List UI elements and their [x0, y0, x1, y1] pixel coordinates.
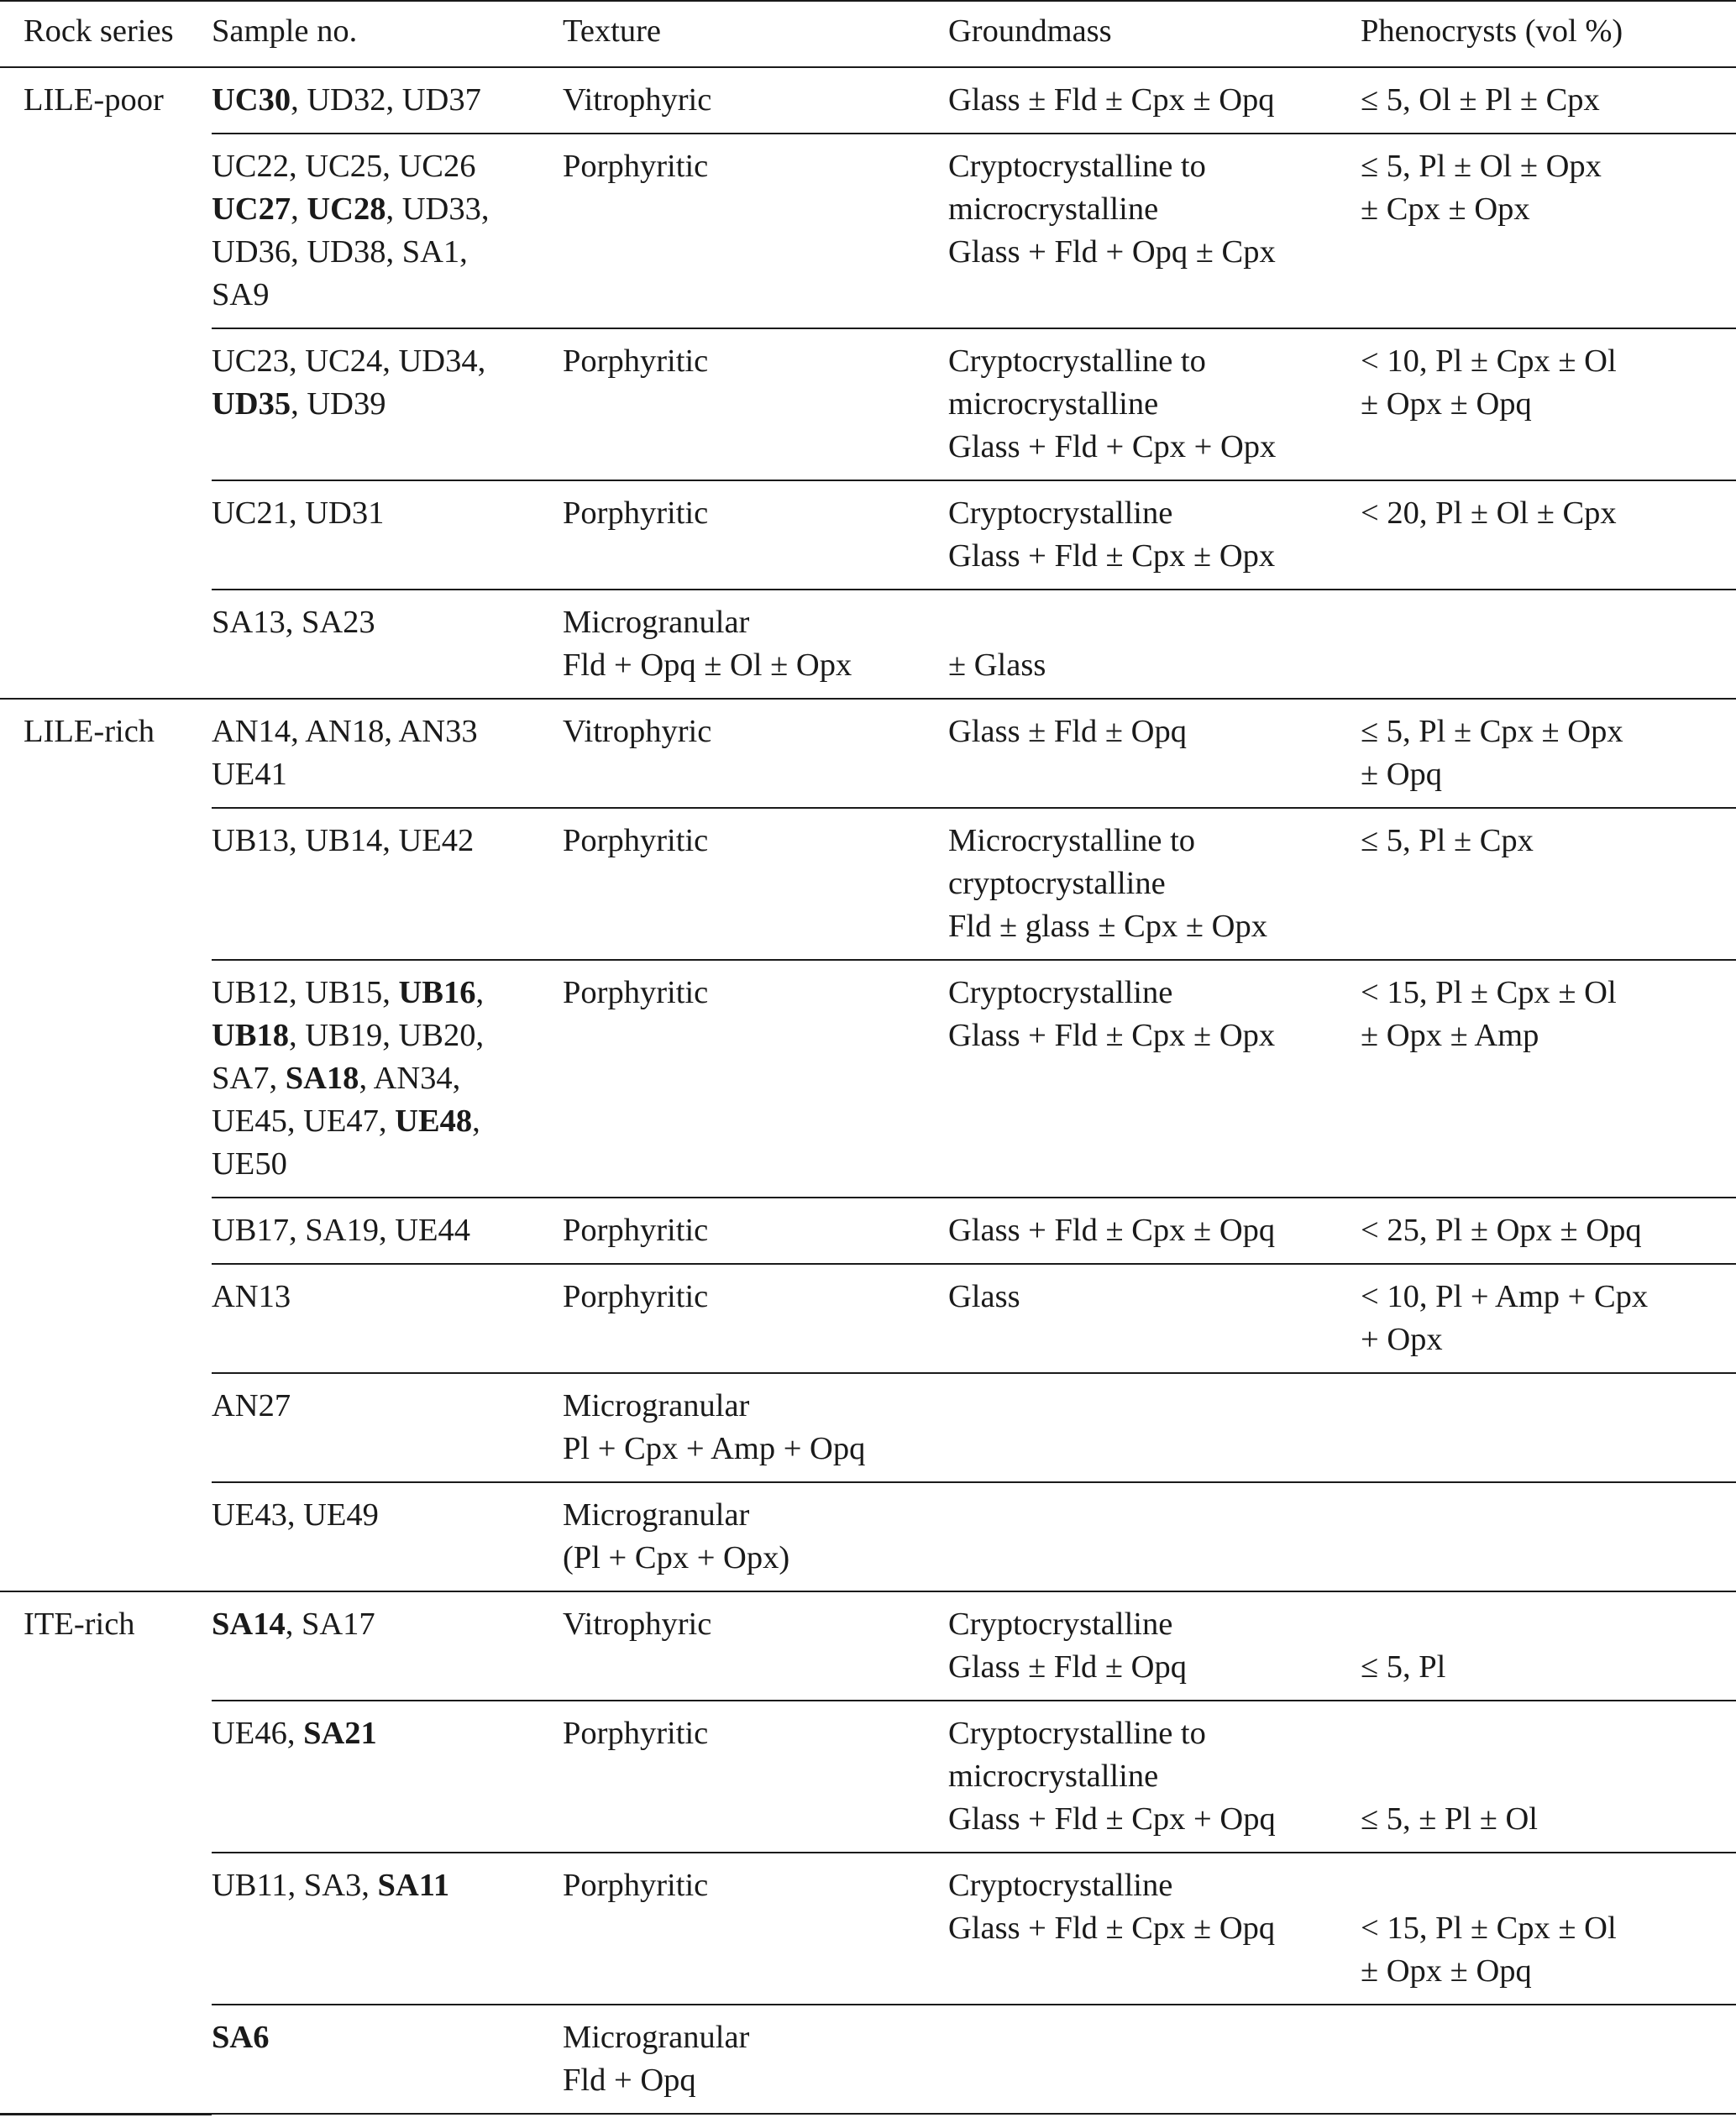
groundmass-line: Cryptocrystalline — [948, 495, 1173, 531]
phenocrysts-line: ± Opx ± Opq — [1361, 386, 1532, 422]
texture-cell — [563, 1264, 948, 1373]
groundmass-line: Cryptocrystalline — [948, 1868, 1173, 1903]
rock-series-cell — [0, 1591, 212, 2114]
texture-cell — [563, 328, 948, 480]
phenocrysts-cell — [1361, 808, 1736, 960]
sample-line — [212, 753, 556, 796]
sample-line — [212, 492, 556, 535]
texture-line: Porphyritic — [563, 495, 709, 531]
groundmass-cell — [948, 699, 1361, 808]
texture-cell — [563, 1482, 948, 1591]
groundmass-cell — [948, 1482, 1361, 1591]
sample-id-text: UC21, UD31 — [212, 495, 385, 531]
groundmass-line: microcrystalline — [948, 386, 1159, 422]
sample-id-text: SA9 — [212, 277, 270, 312]
sample-id-bold: SA14 — [212, 1607, 286, 1642]
groundmass-cell — [948, 1264, 1361, 1373]
phenocrysts-cell — [1361, 1482, 1736, 1591]
sample-line — [212, 1494, 556, 1537]
phenocrysts-line: < 25, Pl ± Opx ± Opq — [1361, 1213, 1642, 1248]
sample-id-text: , UD32, UD37 — [291, 82, 481, 118]
sample-line — [212, 1603, 556, 1646]
sample-id-bold: UB18 — [212, 1018, 289, 1053]
rock-series-cell — [0, 67, 212, 699]
phenocrysts-line: ± Cpx ± Opx — [1361, 191, 1530, 227]
texture-line: Porphyritic — [563, 823, 709, 858]
table-body — [0, 67, 1736, 2114]
texture-line: Vitrophyric — [563, 1607, 712, 1642]
header-sample-no: Sample no. — [212, 1, 563, 67]
phenocrysts-line — [1361, 1712, 1729, 1755]
sample-id-text: UE45, UE47, — [212, 1103, 396, 1139]
groundmass-line: Glass + Fld + Cpx + Opx — [948, 429, 1277, 464]
sample-id-text: , AN34, — [359, 1061, 461, 1096]
sample-no-cell — [212, 328, 563, 480]
texture-line: Microgranular — [563, 2020, 750, 2055]
table-row — [0, 1853, 1736, 2005]
sample-id-bold: UD35 — [212, 386, 291, 422]
sample-line — [212, 1385, 556, 1428]
phenocrysts-line: + Opx — [1361, 1322, 1443, 1357]
phenocrysts-line — [1361, 1755, 1729, 1798]
sample-line — [212, 79, 556, 122]
phenocrysts-cell — [1361, 1373, 1736, 1482]
groundmass-cell — [948, 1591, 1361, 1701]
table-row — [0, 1591, 1736, 1701]
sample-line — [212, 1100, 556, 1143]
groundmass-cell — [948, 67, 1361, 134]
texture-line: Vitrophyric — [563, 82, 712, 118]
groundmass-line: cryptocrystalline — [948, 866, 1166, 901]
sample-id-text: AN14, AN18, AN33 — [212, 714, 478, 749]
phenocrysts-line: ≤ 5, Pl ± Ol ± Opx — [1361, 149, 1602, 184]
table-row — [0, 1373, 1736, 1482]
sample-id-text: UE41 — [212, 757, 287, 792]
groundmass-line: Glass — [948, 1279, 1020, 1314]
sample-no-cell — [212, 1198, 563, 1264]
texture-cell — [563, 1701, 948, 1853]
texture-line: Porphyritic — [563, 1279, 709, 1314]
texture-line: Microgranular — [563, 1497, 750, 1533]
sample-line — [212, 1276, 556, 1318]
groundmass-cell — [948, 328, 1361, 480]
sample-line — [212, 972, 556, 1014]
sample-no-cell — [212, 1591, 563, 1701]
sample-id-bold: UC27 — [212, 191, 291, 227]
groundmass-line: Cryptocrystalline — [948, 1607, 1173, 1642]
groundmass-line: Glass + Fld ± Cpx + Opq — [948, 1801, 1276, 1837]
header-row — [0, 1, 1736, 67]
sample-no-cell — [212, 134, 563, 328]
sample-line — [212, 2016, 556, 2059]
sample-id-text: AN13 — [212, 1279, 291, 1314]
sample-no-cell — [212, 590, 563, 699]
sample-id-text: UE46, — [212, 1716, 304, 1751]
sample-no-cell — [212, 1482, 563, 1591]
sample-id-text: , — [475, 975, 485, 1010]
sample-id-text: UE50 — [212, 1146, 287, 1182]
texture-cell — [563, 67, 948, 134]
sample-no-cell — [212, 1373, 563, 1482]
sample-line — [212, 1209, 556, 1252]
sample-id-bold: SA6 — [212, 2020, 270, 2055]
texture-cell — [563, 1373, 948, 1482]
sample-id-bold: UC28 — [307, 191, 386, 227]
table-row — [0, 1264, 1736, 1373]
texture-line: Pl + Cpx + Amp + Opq — [563, 1431, 866, 1466]
table-row — [0, 699, 1736, 808]
sample-line — [212, 231, 556, 274]
phenocrysts-line: < 10, Pl ± Cpx ± Ol — [1361, 343, 1617, 379]
texture-line: Microgranular — [563, 605, 750, 640]
phenocrysts-line: ± Opx ± Opq — [1361, 1953, 1532, 1989]
texture-cell — [563, 1591, 948, 1701]
texture-line: Porphyritic — [563, 343, 709, 379]
table-row — [0, 480, 1736, 590]
phenocrysts-line: ≤ 5, Pl ± Cpx — [1361, 823, 1534, 858]
texture-cell — [563, 2005, 948, 2114]
groundmass-line: Glass ± Fld ± Opq — [948, 1649, 1187, 1685]
sample-line — [212, 274, 556, 317]
sample-id-text: UE43, UE49 — [212, 1497, 379, 1533]
sample-id-bold: UE48 — [395, 1103, 473, 1139]
phenocrysts-cell — [1361, 2005, 1736, 2114]
sample-id-text: , — [291, 191, 307, 227]
sample-id-bold: UB16 — [398, 975, 476, 1010]
phenocrysts-cell — [1361, 67, 1736, 134]
sample-line — [212, 1014, 556, 1057]
phenocrysts-line: ≤ 5, Pl — [1361, 1649, 1446, 1685]
sample-id-text: UC23, UC24, UD34, — [212, 343, 486, 379]
header-texture: Texture — [563, 1, 948, 67]
texture-line: Vitrophyric — [563, 714, 712, 749]
phenocrysts-cell — [1361, 1198, 1736, 1264]
texture-cell — [563, 1198, 948, 1264]
groundmass-line: Glass + Fld ± Cpx ± Opx — [948, 538, 1276, 574]
texture-line: Fld + Opq — [563, 2063, 696, 2098]
header-groundmass: Groundmass — [948, 1, 1361, 67]
groundmass-line: Glass ± Fld ± Cpx ± Opq — [948, 82, 1275, 118]
rock-series-label: ITE-rich — [24, 1607, 135, 1642]
sample-no-cell — [212, 67, 563, 134]
groundmass-line: Glass + Fld ± Cpx ± Opx — [948, 1018, 1276, 1053]
table-row — [0, 590, 1736, 699]
sample-id-bold: UC30 — [212, 82, 291, 118]
texture-cell — [563, 1853, 948, 2005]
header-rock-series: Rock series — [0, 1, 212, 67]
sample-id-text: , UB19, UB20, — [288, 1018, 485, 1053]
rock-series-label: LILE-poor — [24, 82, 164, 118]
table-row — [0, 328, 1736, 480]
groundmass-line: Glass + Fld ± Cpx ± Opq — [948, 1911, 1276, 1946]
table-row — [0, 1482, 1736, 1591]
table-row — [0, 1701, 1736, 1853]
sample-id-bold: SA11 — [377, 1868, 450, 1903]
phenocrysts-line: ≤ 5, Ol ± Pl ± Cpx — [1361, 82, 1600, 118]
groundmass-line: Cryptocrystalline to — [948, 149, 1206, 184]
texture-line: Porphyritic — [563, 149, 709, 184]
texture-line: Porphyritic — [563, 975, 709, 1010]
sample-id-text: , — [472, 1103, 480, 1139]
groundmass-cell — [948, 808, 1361, 960]
phenocrysts-cell — [1361, 1701, 1736, 1853]
groundmass-line: Cryptocrystalline — [948, 975, 1173, 1010]
table-row — [0, 134, 1736, 328]
sample-id-text: UB17, SA19, UE44 — [212, 1213, 471, 1248]
sample-id-text: UC22, UC25, UC26 — [212, 149, 476, 184]
sample-no-cell — [212, 808, 563, 960]
groundmass-line: microcrystalline — [948, 1759, 1159, 1794]
groundmass-line: microcrystalline — [948, 191, 1159, 227]
sample-id-text: SA7, — [212, 1061, 286, 1096]
sample-no-cell — [212, 480, 563, 590]
groundmass-cell — [948, 960, 1361, 1198]
rock-series-cell — [0, 699, 212, 1591]
sample-line — [212, 188, 556, 231]
table-row — [0, 960, 1736, 1198]
sample-line — [212, 1143, 556, 1186]
texture-cell — [563, 590, 948, 699]
phenocrysts-line: < 15, Pl ± Cpx ± Ol — [1361, 975, 1617, 1010]
sample-line — [212, 710, 556, 753]
phenocrysts-cell — [1361, 480, 1736, 590]
phenocrysts-cell — [1361, 328, 1736, 480]
groundmass-cell — [948, 1853, 1361, 2005]
phenocrysts-cell — [1361, 590, 1736, 699]
phenocrysts-line: < 10, Pl + Amp + Cpx — [1361, 1279, 1649, 1314]
texture-line: Porphyritic — [563, 1868, 709, 1903]
sample-id-text: UB12, UB15, — [212, 975, 399, 1010]
texture-cell — [563, 480, 948, 590]
texture-cell — [563, 960, 948, 1198]
phenocrysts-cell — [1361, 1591, 1736, 1701]
sample-line — [212, 1864, 556, 1907]
sample-line — [212, 601, 556, 644]
groundmass-line: Cryptocrystalline to — [948, 1716, 1206, 1751]
phenocrysts-line: ± Opq — [1361, 757, 1443, 792]
phenocrysts-cell — [1361, 699, 1736, 808]
sample-line — [212, 1057, 556, 1100]
texture-line: Microgranular — [563, 1388, 750, 1423]
table-row — [0, 2005, 1736, 2114]
rock-series-label: LILE-rich — [24, 714, 155, 749]
phenocrysts-line: ≤ 5, ± Pl ± Ol — [1361, 1801, 1538, 1837]
sample-id-bold: SA18 — [285, 1061, 359, 1096]
sample-id-text: , SA17 — [285, 1607, 375, 1642]
phenocrysts-cell — [1361, 1264, 1736, 1373]
sample-no-cell — [212, 2005, 563, 2114]
groundmass-line: ± Glass — [948, 647, 1046, 683]
sample-id-bold: SA21 — [303, 1716, 377, 1751]
groundmass-line: Glass + Fld ± Cpx ± Opq — [948, 1213, 1276, 1248]
phenocrysts-line — [1361, 1864, 1729, 1907]
groundmass-cell — [948, 2005, 1361, 2114]
phenocrysts-line — [1361, 1603, 1729, 1646]
table-header — [0, 1, 1736, 67]
sample-id-text: UB11, SA3, — [212, 1868, 378, 1903]
sample-id-text: AN27 — [212, 1388, 291, 1423]
table-row — [0, 1198, 1736, 1264]
sample-line — [212, 145, 556, 188]
sample-line — [212, 820, 556, 862]
header-phenocrysts: Phenocrysts (vol %) — [1361, 1, 1736, 67]
groundmass-cell — [948, 480, 1361, 590]
texture-cell — [563, 699, 948, 808]
texture-line: Porphyritic — [563, 1213, 709, 1248]
sample-id-text: UD36, UD38, SA1, — [212, 234, 468, 270]
texture-line: Porphyritic — [563, 1716, 709, 1751]
texture-cell — [563, 134, 948, 328]
sample-id-text: , UD33, — [385, 191, 490, 227]
groundmass-line: Glass ± Fld ± Opq — [948, 714, 1187, 749]
texture-line: Fld + Opq ± Ol ± Opx — [563, 647, 852, 683]
table-row — [0, 808, 1736, 960]
sample-id-text: , UD39 — [291, 386, 386, 422]
sample-no-cell — [212, 960, 563, 1198]
table-row — [0, 67, 1736, 134]
groundmass-cell — [948, 1373, 1361, 1482]
texture-cell — [563, 808, 948, 960]
texture-line: (Pl + Cpx + Opx) — [563, 1540, 790, 1575]
phenocrysts-line: ± Opx ± Amp — [1361, 1018, 1539, 1053]
groundmass-line — [948, 601, 1354, 644]
phenocrysts-cell — [1361, 1853, 1736, 2005]
phenocrysts-line: < 20, Pl ± Ol ± Cpx — [1361, 495, 1617, 531]
sample-no-cell — [212, 1853, 563, 2005]
sample-id-text: SA13, SA23 — [212, 605, 375, 640]
phenocrysts-line: ≤ 5, Pl ± Cpx ± Opx — [1361, 714, 1623, 749]
sample-line — [212, 383, 556, 426]
sample-no-cell — [212, 1701, 563, 1853]
groundmass-cell — [948, 590, 1361, 699]
sample-line — [212, 340, 556, 383]
phenocrysts-cell — [1361, 960, 1736, 1198]
groundmass-line: Fld ± glass ± Cpx ± Opx — [948, 909, 1267, 944]
groundmass-cell — [948, 1701, 1361, 1853]
phenocrysts-cell — [1361, 134, 1736, 328]
sample-line — [212, 1712, 556, 1755]
groundmass-line: Microcrystalline to — [948, 823, 1196, 858]
sample-no-cell — [212, 699, 563, 808]
sample-id-text: UB13, UB14, UE42 — [212, 823, 475, 858]
sample-no-cell — [212, 1264, 563, 1373]
groundmass-line: Cryptocrystalline to — [948, 343, 1206, 379]
phenocrysts-line: < 15, Pl ± Cpx ± Ol — [1361, 1911, 1617, 1946]
groundmass-cell — [948, 134, 1361, 328]
groundmass-line: Glass + Fld + Opq ± Cpx — [948, 234, 1276, 270]
groundmass-cell — [948, 1198, 1361, 1264]
